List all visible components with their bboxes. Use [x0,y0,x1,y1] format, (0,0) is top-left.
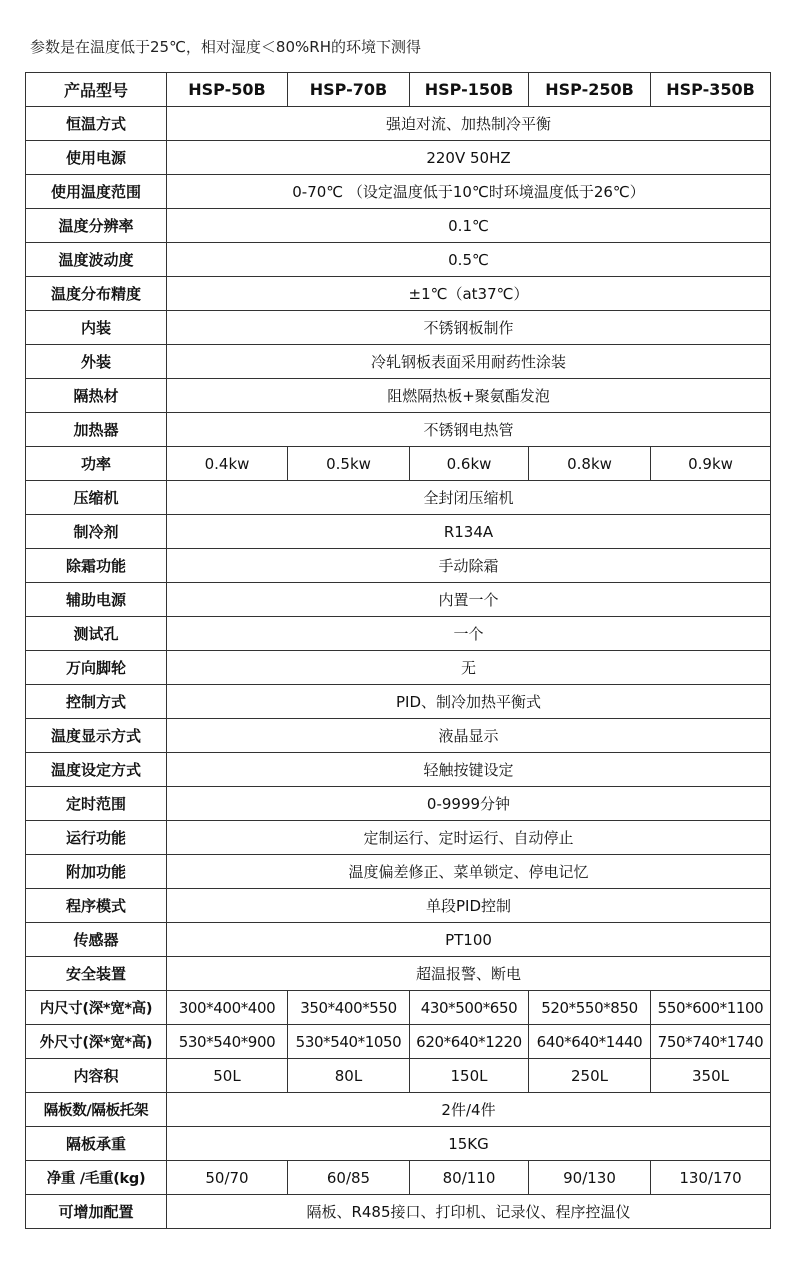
spec-value: 全封闭压缩机 [167,481,771,515]
spec-model-value: 750*740*1740 [651,1025,771,1059]
spec-label: 温度分布精度 [26,277,167,311]
spec-label: 加热器 [26,413,167,447]
spec-row [26,311,771,345]
spec-value: 强迫对流、加热制冷平衡 [167,107,771,141]
spec-row [26,1161,771,1195]
model-name: HSP-350B [651,73,771,107]
spec-row [26,345,771,379]
spec-value: 无 [167,651,771,685]
spec-model-value: 130/170 [651,1161,771,1195]
spec-model-value: 620*640*1220 [410,1025,529,1059]
spec-label: 净重 /毛重(kg) [26,1161,167,1195]
spec-model-value: 0.5kw [288,447,410,481]
spec-row [26,651,771,685]
spec-table-body [26,73,771,1229]
spec-value: 0.5℃ [167,243,771,277]
spec-value: 冷轧钢板表面采用耐药性涂装 [167,345,771,379]
spec-label: 恒温方式 [26,107,167,141]
spec-row [26,923,771,957]
spec-row [26,685,771,719]
spec-value: 温度偏差修正、菜单锁定、停电记忆 [167,855,771,889]
spec-row [26,549,771,583]
spec-value: R134A [167,515,771,549]
spec-value: 220V 50HZ [167,141,771,175]
spec-row [26,1059,771,1093]
spec-label: 除霜功能 [26,549,167,583]
model-name: HSP-70B [288,73,410,107]
spec-row [26,481,771,515]
spec-model-value: 640*640*1440 [529,1025,651,1059]
spec-row [26,753,771,787]
spec-label: 压缩机 [26,481,167,515]
spec-value: PT100 [167,923,771,957]
spec-model-value: 80L [288,1059,410,1093]
spec-row [26,889,771,923]
spec-label: 辅助电源 [26,583,167,617]
spec-value: PID、制冷加热平衡式 [167,685,771,719]
spec-label: 测试孔 [26,617,167,651]
spec-model-value: 150L [410,1059,529,1093]
spec-label: 制冷剂 [26,515,167,549]
spec-label: 附加功能 [26,855,167,889]
spec-value: 不锈钢电热管 [167,413,771,447]
model-name: HSP-150B [410,73,529,107]
spec-label: 温度波动度 [26,243,167,277]
spec-model-value: 0.6kw [410,447,529,481]
spec-label: 安全装置 [26,957,167,991]
spec-row [26,243,771,277]
spec-label: 使用温度范围 [26,175,167,209]
spec-table [25,72,771,1229]
spec-row [26,787,771,821]
spec-label: 隔板承重 [26,1127,167,1161]
spec-model-value: 80/110 [410,1161,529,1195]
spec-model-value: 430*500*650 [410,991,529,1025]
spec-label: 控制方式 [26,685,167,719]
spec-row [26,991,771,1025]
model-name: HSP-250B [529,73,651,107]
spec-row [26,413,771,447]
spec-label: 隔热材 [26,379,167,413]
spec-value: 隔板、R485接口、打印机、记录仪、程序控温仪 [167,1195,771,1229]
test-condition-note: 参数是在温度低于25℃，相对湿度＜80%RH的环境下测得 [30,38,421,56]
spec-value: 0-9999分钟 [167,787,771,821]
spec-value: 超温报警、断电 [167,957,771,991]
spec-value: 定制运行、定时运行、自动停止 [167,821,771,855]
spec-model-value: 90/130 [529,1161,651,1195]
spec-label: 内容积 [26,1059,167,1093]
spec-value: 一个 [167,617,771,651]
spec-value: ±1℃（at37℃） [167,277,771,311]
spec-model-value: 530*540*900 [167,1025,288,1059]
spec-row [26,379,771,413]
spec-label: 传感器 [26,923,167,957]
spec-value: 不锈钢板制作 [167,311,771,345]
spec-label: 温度显示方式 [26,719,167,753]
spec-model-value: 550*600*1100 [651,991,771,1025]
spec-value: 液晶显示 [167,719,771,753]
spec-label: 程序模式 [26,889,167,923]
spec-value: 内置一个 [167,583,771,617]
spec-row [26,617,771,651]
spec-label: 功率 [26,447,167,481]
spec-label: 万向脚轮 [26,651,167,685]
spec-model-value: 0.9kw [651,447,771,481]
spec-row [26,1195,771,1229]
spec-label: 温度分辨率 [26,209,167,243]
spec-model-value: 50L [167,1059,288,1093]
spec-value: 手动除霜 [167,549,771,583]
spec-row [26,515,771,549]
spec-model-value: 50/70 [167,1161,288,1195]
spec-label: 外尺寸(深*宽*高) [26,1025,167,1059]
spec-model-value: 520*550*850 [529,991,651,1025]
spec-label: 内尺寸(深*宽*高) [26,991,167,1025]
model-header-label: 产品型号 [26,73,167,107]
spec-model-value: 300*400*400 [167,991,288,1025]
spec-row [26,107,771,141]
spec-label: 温度设定方式 [26,753,167,787]
model-header-row [26,73,771,107]
spec-value: 0-70℃ （设定温度低于10℃时环境温度低于26℃） [167,175,771,209]
spec-row [26,855,771,889]
model-name: HSP-50B [167,73,288,107]
spec-model-value: 530*540*1050 [288,1025,410,1059]
spec-value: 15KG [167,1127,771,1161]
spec-model-value: 0.8kw [529,447,651,481]
spec-model-value: 0.4kw [167,447,288,481]
spec-label: 使用电源 [26,141,167,175]
spec-row [26,821,771,855]
spec-row [26,1093,771,1127]
spec-value: 轻触按键设定 [167,753,771,787]
spec-row [26,209,771,243]
spec-row [26,719,771,753]
spec-label: 运行功能 [26,821,167,855]
spec-model-value: 350*400*550 [288,991,410,1025]
spec-row [26,583,771,617]
spec-value: 0.1℃ [167,209,771,243]
spec-label: 可增加配置 [26,1195,167,1229]
spec-row [26,1127,771,1161]
spec-label: 隔板数/隔板托架 [26,1093,167,1127]
spec-label: 定时范围 [26,787,167,821]
spec-row [26,447,771,481]
spec-model-value: 60/85 [288,1161,410,1195]
spec-row [26,141,771,175]
spec-value: 2件/4件 [167,1093,771,1127]
spec-model-value: 350L [651,1059,771,1093]
spec-label: 外装 [26,345,167,379]
spec-row [26,1025,771,1059]
spec-label: 内装 [26,311,167,345]
spec-row [26,277,771,311]
spec-row [26,175,771,209]
spec-row [26,957,771,991]
spec-value: 阻燃隔热板+聚氨酯发泡 [167,379,771,413]
spec-value: 单段PID控制 [167,889,771,923]
spec-model-value: 250L [529,1059,651,1093]
